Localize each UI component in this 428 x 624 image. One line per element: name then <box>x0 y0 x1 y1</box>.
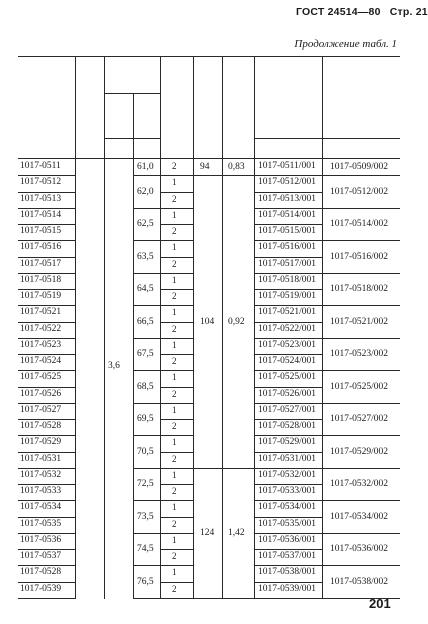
row-rule <box>160 565 193 566</box>
group-rule <box>133 370 160 371</box>
header-col-line <box>133 93 134 158</box>
group-rule <box>133 435 160 436</box>
group-rule <box>322 468 400 469</box>
group-rule <box>322 240 400 241</box>
group-rule <box>193 468 254 469</box>
package-code: 1017-0528 <box>20 567 62 578</box>
header-col-line <box>75 56 76 158</box>
package-code: 1017-0526 <box>20 388 62 399</box>
row-rule <box>160 468 193 469</box>
row-rule <box>160 224 193 225</box>
D1-value: 94 <box>200 162 210 173</box>
execution-value: 2 <box>172 421 177 431</box>
header-col-line <box>222 56 223 158</box>
execution-value: 2 <box>172 486 177 496</box>
pos-divider <box>254 138 400 139</box>
pos1-code: 1017-0532/001 <box>258 469 317 480</box>
package-code: 1017-0516 <box>20 242 62 253</box>
body-col-line <box>75 158 76 599</box>
row-rule <box>160 175 193 176</box>
row-rule <box>254 435 322 436</box>
row-rule <box>160 500 193 501</box>
d1-value: 64,5 <box>137 284 154 294</box>
row-rule <box>160 484 193 485</box>
row-rule <box>160 598 193 599</box>
pos2-code: 1017-0527/002 <box>330 414 389 424</box>
row-rule <box>18 240 75 241</box>
d1-value: 66,5 <box>137 316 154 327</box>
row-rule <box>254 533 322 534</box>
pos1-code: 1017-0518/001 <box>258 274 317 285</box>
row-rule <box>18 257 75 258</box>
execution-value: 1 <box>172 339 177 350</box>
package-code: 1017-0537 <box>20 551 62 561</box>
header-col-line <box>160 56 161 158</box>
pos1-code: 1017-0534/001 <box>258 502 317 513</box>
pos1-code: 1017-0528/001 <box>258 421 317 431</box>
package-code: 1017-0522 <box>20 323 62 334</box>
group-rule <box>322 565 400 566</box>
group-rule <box>322 533 400 534</box>
d1-value: 74,5 <box>137 544 154 554</box>
package-code: 1017-0533 <box>20 486 62 496</box>
package-code: 1017-0525 <box>20 372 62 383</box>
row-rule <box>160 289 193 290</box>
package-code: 1017-0529 <box>20 437 62 448</box>
row-rule <box>254 175 322 176</box>
pos1-code: 1017-0515/001 <box>258 226 317 236</box>
row-rule <box>254 289 322 290</box>
row-rule <box>254 224 322 225</box>
D1-value: 124 <box>200 527 215 538</box>
execution-value: 2 <box>172 291 177 301</box>
pos2-code: 1017-0536/002 <box>330 544 389 554</box>
row-rule <box>18 370 75 371</box>
group-rule <box>193 598 254 599</box>
row-rule <box>254 208 322 209</box>
row-rule <box>254 322 322 323</box>
d1-value: 76,5 <box>137 576 154 587</box>
execution-value: 1 <box>172 404 177 415</box>
row-rule <box>18 192 75 193</box>
row-rule <box>160 322 193 323</box>
pos1-code: 1017-0524/001 <box>258 356 317 366</box>
pos1-code: 1017-0523/001 <box>258 339 317 350</box>
row-rule <box>254 468 322 469</box>
pos1-code: 1017-0522/001 <box>258 323 317 334</box>
d1-value: 73,5 <box>137 511 154 522</box>
package-code: 1017-0524 <box>20 356 62 366</box>
pos1-code: 1017-0511/001 <box>258 161 316 171</box>
group-rule <box>133 533 160 534</box>
execution-value: 1 <box>172 534 177 545</box>
pos2-code: 1017-0512/002 <box>330 186 389 197</box>
page-header <box>296 6 428 18</box>
package-code: 1017-0515 <box>20 226 62 236</box>
group-rule <box>133 598 160 599</box>
header-col-line <box>322 56 323 158</box>
row-rule <box>254 273 322 274</box>
row-rule <box>254 565 322 566</box>
row-rule <box>254 452 322 453</box>
group-rule <box>322 370 400 371</box>
row-rule <box>18 289 75 290</box>
d1-value: 62,0 <box>137 186 154 197</box>
row-rule <box>160 240 193 241</box>
pos1-code: 1017-0527/001 <box>258 404 317 415</box>
pos2-code: 1017-0523/002 <box>330 349 389 359</box>
group-rule <box>322 273 400 274</box>
row-rule <box>160 435 193 436</box>
row-rule <box>160 582 193 583</box>
package-code: 1017-0535 <box>20 518 62 529</box>
row-rule <box>18 224 75 225</box>
row-rule <box>18 208 75 209</box>
group-rule <box>133 500 160 501</box>
row-rule <box>160 208 193 209</box>
row-rule <box>254 517 322 518</box>
execution-value: 2 <box>172 356 177 366</box>
row-rule <box>160 273 193 274</box>
group-rule <box>322 435 400 436</box>
header-col-line <box>193 56 194 158</box>
package-code: 1017-0521 <box>20 307 62 318</box>
execution-value: 2 <box>172 518 177 529</box>
row-rule <box>18 549 75 550</box>
pos1-code: 1017-0536/001 <box>258 534 317 545</box>
pos2-code: 1017-0538/002 <box>330 576 389 587</box>
header-col-line <box>254 56 255 158</box>
D1-value: 104 <box>200 316 215 327</box>
row-rule <box>254 387 322 388</box>
execution-value: 2 <box>172 193 177 204</box>
execution-value: 2 <box>172 323 177 334</box>
pos1-code: 1017-0519/001 <box>258 291 317 301</box>
row-rule <box>18 500 75 501</box>
row-rule <box>254 484 322 485</box>
row-rule <box>160 257 193 258</box>
package-code: 1017-0514 <box>20 209 62 220</box>
row-rule <box>18 273 75 274</box>
package-code: 1017-0536 <box>20 534 62 545</box>
group-rule <box>133 208 160 209</box>
row-rule <box>160 354 193 355</box>
pos1-code: 1017-0529/001 <box>258 437 317 448</box>
group-rule <box>133 403 160 404</box>
row-rule <box>160 305 193 306</box>
package-code: 1017-0519 <box>20 291 62 301</box>
row-rule <box>18 452 75 453</box>
pos1-code: 1017-0514/001 <box>258 209 317 220</box>
row-rule <box>254 419 322 420</box>
d1-value: 70,5 <box>137 446 154 457</box>
row-rule <box>160 452 193 453</box>
rings-sub-divider <box>104 138 160 139</box>
execution-value: 2 <box>172 226 177 236</box>
group-rule <box>133 273 160 274</box>
row-rule <box>254 338 322 339</box>
pos2-code: 1017-0521/002 <box>330 316 389 327</box>
pos2-code: 1017-0518/002 <box>330 284 389 294</box>
pos1-code: 1017-0517/001 <box>258 258 317 269</box>
row-rule <box>160 419 193 420</box>
row-rule <box>18 305 75 306</box>
pos2-code: 1017-0514/002 <box>330 219 389 229</box>
row-rule <box>18 403 75 404</box>
pos2-code: 1017-0529/002 <box>330 446 389 457</box>
group-rule <box>133 175 160 176</box>
group-rule <box>322 338 400 339</box>
rings-divider <box>104 93 160 94</box>
row-rule <box>18 598 75 599</box>
execution-value: 1 <box>172 469 177 480</box>
package-code: 1017-0513 <box>20 193 62 204</box>
execution-value: 1 <box>172 502 177 513</box>
execution-value: 1 <box>172 437 177 448</box>
d1-value: 67,5 <box>137 349 154 359</box>
pos2-code: 1017-0534/002 <box>330 511 389 522</box>
mass-value: 1,42 <box>228 527 245 538</box>
package-code: 1017-0511 <box>20 161 61 171</box>
row-rule <box>18 484 75 485</box>
group-rule <box>133 468 160 469</box>
pos1-code: 1017-0535/001 <box>258 518 317 529</box>
pos2-code: 1017-0509/002 <box>330 162 389 173</box>
row-rule <box>160 387 193 388</box>
row-rule <box>160 370 193 371</box>
package-code: 1017-0523 <box>20 339 62 350</box>
pos1-code: 1017-0526/001 <box>258 388 317 399</box>
row-rule <box>160 338 193 339</box>
row-rule <box>254 582 322 583</box>
d0-value: 3,6 <box>108 361 120 371</box>
package-code: 1017-0534 <box>20 502 62 513</box>
row-rule <box>18 582 75 583</box>
row-rule <box>18 517 75 518</box>
group-rule <box>322 305 400 306</box>
package-code: 1017-0517 <box>20 258 62 269</box>
package-code: 1017-0512 <box>20 177 62 188</box>
row-rule <box>18 419 75 420</box>
row-rule <box>254 598 322 599</box>
row-rule <box>254 305 322 306</box>
header-col-line <box>104 56 105 158</box>
package-code: 1017-0531 <box>20 453 62 464</box>
row-rule <box>160 192 193 193</box>
package-code: 1017-0528 <box>20 421 62 431</box>
pos2-code: 1017-0525/002 <box>330 381 389 392</box>
execution-value: 2 <box>172 551 177 561</box>
pos1-code: 1017-0513/001 <box>258 193 317 204</box>
execution-value: 1 <box>172 274 177 285</box>
execution-value: 2 <box>172 258 177 269</box>
package-code: 1017-0532 <box>20 469 62 480</box>
row-rule <box>160 403 193 404</box>
pos1-code: 1017-0538/001 <box>258 567 317 578</box>
row-rule <box>160 549 193 550</box>
package-code: 1017-0527 <box>20 404 62 415</box>
execution-value: 1 <box>172 307 177 318</box>
standard-number: ГОСТ 24514—80 <box>296 6 381 18</box>
group-rule <box>322 208 400 209</box>
row-rule <box>254 240 322 241</box>
execution-value: 2 <box>172 388 177 399</box>
row-rule <box>18 338 75 339</box>
d1-value: 61,0 <box>137 162 154 173</box>
page-number: 201 <box>369 596 391 611</box>
execution-value: 1 <box>172 177 177 188</box>
row-rule <box>254 500 322 501</box>
page-label: Стр. 21 <box>389 6 428 18</box>
group-rule <box>133 240 160 241</box>
execution-value: 1 <box>172 567 177 578</box>
row-rule <box>160 533 193 534</box>
row-rule <box>18 468 75 469</box>
group-rule <box>133 338 160 339</box>
pos1-code: 1017-0539/001 <box>258 583 317 594</box>
group-rule <box>193 175 254 176</box>
group-rule <box>133 565 160 566</box>
row-rule <box>254 549 322 550</box>
row-rule <box>160 517 193 518</box>
group-rule <box>133 305 160 306</box>
group-rule <box>322 175 400 176</box>
row-rule <box>18 533 75 534</box>
row-rule <box>18 354 75 355</box>
group-rule <box>322 500 400 501</box>
d1-value: 68,5 <box>137 381 154 392</box>
row-rule <box>18 175 75 176</box>
execution-value: 1 <box>172 242 177 253</box>
row-rule <box>254 370 322 371</box>
row-rule <box>254 192 322 193</box>
body-col-line <box>222 158 223 599</box>
pos1-code: 1017-0525/001 <box>258 372 317 383</box>
package-code: 1017-0539 <box>20 583 62 594</box>
execution-value: 1 <box>172 372 177 383</box>
pos2-code: 1017-0516/002 <box>330 251 389 262</box>
pos1-code: 1017-0512/001 <box>258 177 317 188</box>
group-rule <box>322 403 400 404</box>
row-rule <box>18 435 75 436</box>
execution-value: 2 <box>172 453 177 464</box>
body-col-line <box>193 158 194 599</box>
pos1-code: 1017-0533/001 <box>258 486 317 496</box>
execution-value: 2 <box>172 161 177 171</box>
execution-value: 2 <box>172 583 177 594</box>
d1-value: 72,5 <box>137 479 154 489</box>
package-code: 1017-0518 <box>20 274 62 285</box>
pos1-code: 1017-0516/001 <box>258 242 317 253</box>
mass-value: 0,83 <box>228 162 245 173</box>
row-rule <box>254 403 322 404</box>
execution-value: 1 <box>172 209 177 220</box>
d1-value: 69,5 <box>137 414 154 424</box>
d1-value: 62,5 <box>137 219 154 229</box>
mass-value: 0,92 <box>228 316 245 327</box>
pos2-code: 1017-0532/002 <box>330 479 389 489</box>
body-col-line <box>104 158 105 599</box>
row-rule <box>254 354 322 355</box>
row-rule <box>18 322 75 323</box>
pos1-code: 1017-0521/001 <box>258 307 317 318</box>
pos1-code: 1017-0531/001 <box>258 453 317 464</box>
row-rule <box>254 257 322 258</box>
row-rule <box>18 565 75 566</box>
pos1-code: 1017-0537/001 <box>258 551 317 561</box>
continuation-title: Продолжение табл. 1 <box>294 38 397 50</box>
d1-value: 63,5 <box>137 251 154 262</box>
row-rule <box>18 387 75 388</box>
